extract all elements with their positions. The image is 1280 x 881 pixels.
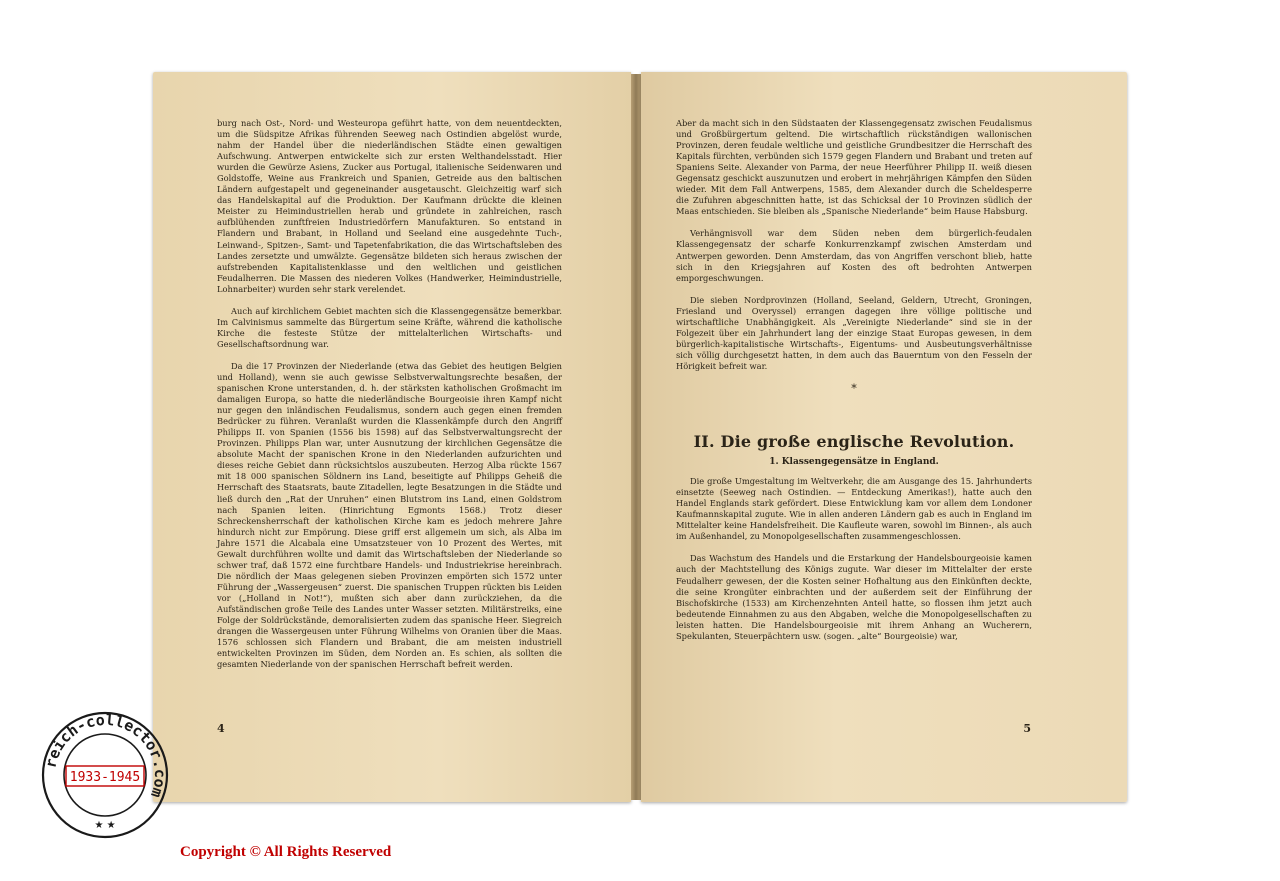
left-paragraph-2: Auch auf kirchlichem Gebiet machten sich die Klassengegensätze bemerkbar. Im Calvinismus sammelte das Bürgertum seine Kräfte, während die katholische Kirche die festeste Stütze der mittelalterlichen Wirtschafts- und Gesellschaftsordnung war. (217, 305, 562, 349)
left-page (153, 72, 631, 802)
left-paragraph-3: Da die 17 Provinzen der Niederlande (etwa das Gebiet des heutigen Belgien und Holland), wenn sie auch gewisse Selbstverwaltungsrechte besaßen, der spanischen Krone unterstanden, d. h. der stärksten katholischen Großmacht im damaligen Europa, so hatte die niederländische Bourgeoisie ihren Kampf nicht nur gegen den inländischen Feudalismus, sondern auch gegen einen fremden Bedrücker zu führen. Veranlaßt wurden die Klassenkämpfe durch den Angriff Philipps II. von Spanien (1556 bis 1598) auf das Selbstverwaltungsrecht der Provinzen. Philipps Plan war, unter Ausnutzung der kirchlichen Gegensätze die absolute Macht der spanischen Krone in den Niederlanden aufzurichten und dieses reiche Gebiet dann rücksichtslos auszubeuten. Herzog Alba rückte 1567 mit 18 000 spanischen Söldnern ins Land, beseitigte auf Philipps Geheiß die Herrschaft des Staatsrats, baute Zitadellen, legte Besatzungen in die Städte und ließ durch den „Rat der Unruhen“ einen Blutstrom ins Land, einen Goldstrom nach Spanien leiten. (Hinrichtung Egmonts 1568.) Trotz dieser Schreckensherrschaft der katholischen Kirche kam es jedoch mehrere Jahre hindurch nicht zur Empörung. Diese griff erst allgemein um sich, als Alba im Jahre 1571 die Alcabala eine Umsatzsteuer von 10 Prozent des Wertes, mit Gewalt durchführen wollte und damit das Wirtschaftsleben der Niederlande so schwer traf, daß 1572 eine furchtbare Handels- und Industriekrise hereinbrach. Die nördlich der Maas gelegenen sieben Provinzen empörten sich 1572 unter Führung der „Wassergeusen“ zuerst. Die spanischen Truppen rückten bis Leiden vor („Holland in Not!“), mußten sich aber dann zurückziehen, da die Aufständischen große Teile des Landes unter Wasser setzten. Militärstreiks, eine Folge der Soldrückstände, demoralisierten zudem das spanische Heer. Siegreich drangen die Wassergeusen unter Führung Wilhelms von Oranien über die Maas. 1576 schlossen sich Flandern und Brabant, die am meisten industriell entwickelten Provinzen im Süden, dem Norden an. Es schien, als sollten die gesamten Niederlande von der spanischen Herrschaft befreit werden. (217, 360, 562, 670)
stamp-text: reich-collector.com (41, 710, 170, 801)
stamp-years: 1933-1945 (69, 770, 141, 785)
section-title: 1. Klassengegensätze in England. (769, 457, 939, 468)
copyright-notice: Copyright © All Rights Reserved (180, 844, 392, 860)
right-page (641, 72, 1127, 802)
right-paragraph-2: Verhängnisvoll war dem Süden neben dem bürgerlich-feudalen Klassengegensatz der scharfe Konkurrenzkampf zwischen Amsterdam und Antwerpen geworden. Denn Amsterdam, das von Angriffen verschont blieb, hatte sich in den Kriegsjahren auf Kosten des oft bedrohten Antwerpen emporgeschwungen. (676, 228, 1032, 283)
watermark-stamp-icon (40, 710, 170, 840)
right-paragraph-4: Die große Umgestaltung im Weltverkehr, die am Ausgange des 15. Jahrhunderts einsetzte (Seeweg nach Ostindien. — Entdeckung Amerikas!), hatte auch den Handel Englands stark gefördert. Diese Entwicklung kam vor allem dem Londoner Kaufmannskapital zugute. Wie in allen anderen Ländern gab es auch in England im Mittelalter keine Handelsfreiheit. Die Kaufleute waren, sowohl im Binnen-, als auch im Außenhandel, zu Monopolgesellschaften zusammengeschlossen. (676, 476, 1032, 542)
right-paragraph-3: Die sieben Nordprovinzen (Holland, Seeland, Geldern, Utrecht, Groningen, Friesland und Overyssel) errangen dagegen ihre völlige politische und wirtschaftliche Unabhängigkeit. Als „Vereinigte Niederlande“ sind sie in der Folgezeit über ein Jahrhundert lang der einzige Staat Europas gewesen, in dem bürgerlich-kapitalistische Wirtschafts-, Eigentums- und Ausbeutungsverhältnisse sich völlig durchgesetzt hatten, in dem auch das Bauerntum von den Fesseln der Hörigkeit befreit war. (676, 294, 1032, 371)
chapter-title: II. Die große englische Revolution. (693, 432, 1015, 452)
right-page-number: 5 (1023, 722, 1031, 735)
right-paragraph-1: Aber da macht sich in den Südstaaten der Klassengegensatz zwischen Feudalismus und Großbürgertum geltend. Die wirtschaftlich rückständigen wallonischen Provinzen, deren feudale weltliche und geistliche Grundbesitzer die Herrschaft des Kapitals fürchten, verbünden sich 1579 gegen Flandern und Brabant und treten auf Spaniens Seite. Alexander von Parma, der neue Heerführer Philipp II. weiß diesen Gegensatz geschickt auszunutzen und erobert in mehrjährigen Kämpfen den Süden wieder. Mit dem Fall Antwerpens, 1585, dem Alexander durch die Scheldesperre die Zufuhren abgeschnitten hatte, ist das Schicksal der 10 Provinzen südlich der Maas entschieden. Sie bleiben als „Spanische Niederlande“ beim Hause Habsburg. (676, 118, 1032, 217)
right-text-column (676, 118, 1032, 653)
svg-text:★ ★: ★ ★ (94, 820, 116, 831)
left-paragraph-1: burg nach Ost-, Nord- und Westeuropa geführt hatte, von dem neuentdeckten, um die Südspitze Afrikas führenden Seeweg nach Ostindien abgelöst wurde, nahm der Handel über die niederländischen Städte einen gewaltigen Aufschwung. Antwerpen entwickelte sich zur ersten Welthandelsstadt. Hier wurden die Gewürze Asiens, Zucker aus Portugal, italienische Seidenwaren und Goldstoffe, Weine aus Frankreich und Spanien, Getreide aus den baltischen Ländern aufgestapelt und gegeneinander ausgetauscht. Gleichzeitig warf sich das Handelskapital auf die Produktion. Der Kaufmann drückte die kleinen Meister zu Heimindustriellen herab und gründete in zahlreichen, rasch aufblühenden zunftfreien Industriedörfern Manufakturen. So entstand in Flandern und Brabant, in Holland und Seeland eine ausgedehnte Tuch-, Leinwand-, Spitzen-, Samt- und Tapetenfabrikation, die das Wirtschaftsleben des Landes zersetzte und umwälzte. Gegensätze bildeten sich heraus zwischen der aufstrebenden Kapitalistenklasse und den weltlichen und geistlichen Feudalherren. Die Massen des niederen Volkes (Handwerker, Heimindustrielle, Lohnarbeiter) wurden sehr stark verelendet. (217, 118, 562, 294)
left-text-column (217, 118, 562, 681)
section-separator: * (851, 381, 857, 395)
right-paragraph-5: Das Wachstum des Handels und die Erstarkung der Handelsbourgeoisie kamen auch der Machtstellung des Königs zugute. War dieser im Mittelalter der erste Feudalherr gewesen, der die Kosten seiner Hofhaltung aus den Einkünften deckte, die seine Krongüter einbrachten und der außerdem seit der Einführung der Bischofskirche (1533) am Kirchenzehnten Anteil hatte, so flossen ihm jetzt auch bedeutende Einnahmen zu aus den Abgaben, welche die Monopolgesellschaften zu leisten hatten. Die Handelsbourgeoisie mit ihrem Anhang an Wucherern, Spekulanten, Steuerpächtern usw. (sogen. „alte“ Bourgeoisie) war, (676, 553, 1032, 641)
left-page-number: 4 (217, 722, 225, 735)
book-spine (631, 74, 641, 800)
